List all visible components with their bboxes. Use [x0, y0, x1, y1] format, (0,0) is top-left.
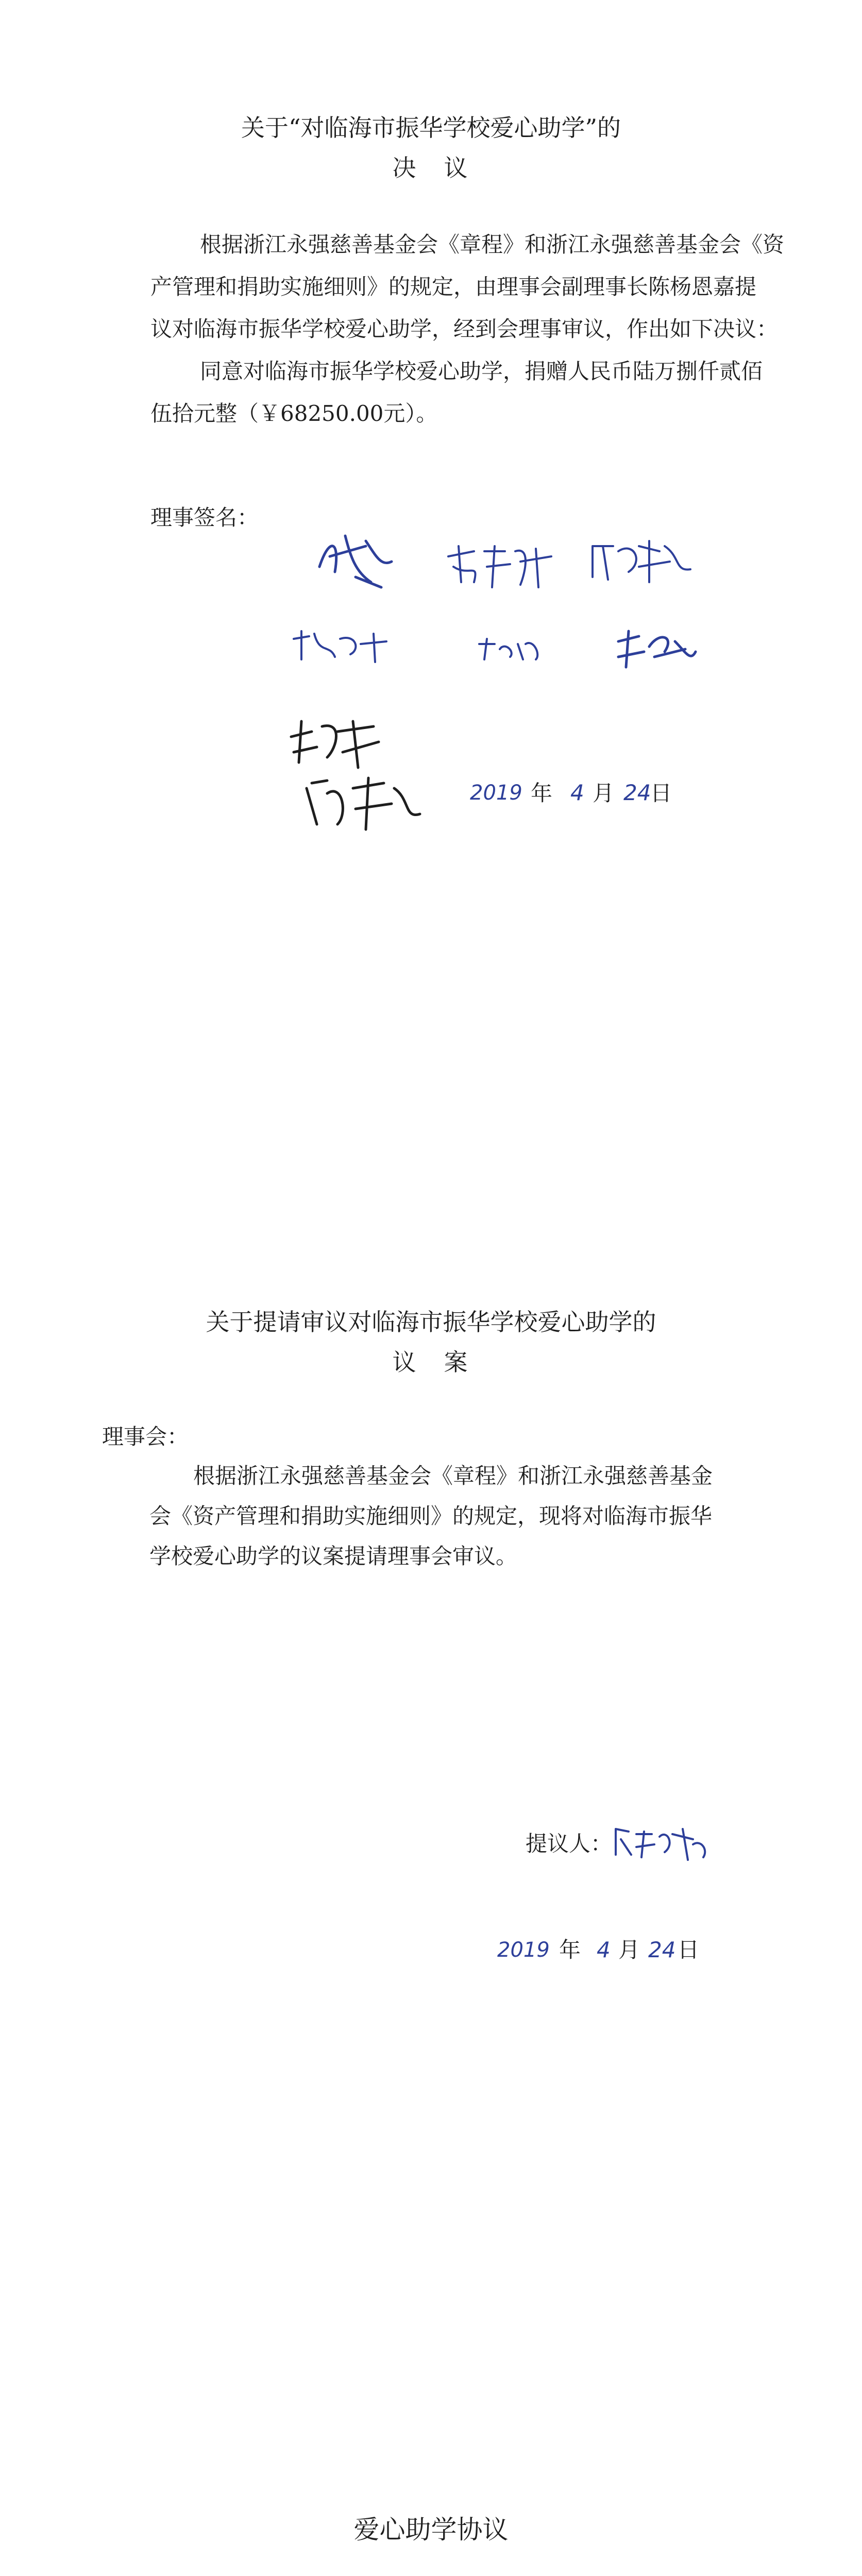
- proposal-paragraph-line: 根据浙江永强慈善基金会《章程》和浙江永强慈善基金: [193, 1463, 713, 1488]
- resolution-date-day-unit: 日: [650, 781, 672, 806]
- resolution-date-month-unit: 月: [593, 781, 615, 806]
- proposal-date-year: 2019: [497, 1938, 550, 1962]
- director-signature: [608, 621, 701, 677]
- agreement-title: 爱心助学协议: [353, 2515, 509, 2545]
- resolution-paragraph-line: 根据浙江永强慈善基金会《章程》和浙江永强慈善基金会《资: [200, 232, 785, 257]
- resolution-paragraph-line: 产管理和捐助实施细则》的规定，由理事会副理事长陈杨恩嘉提: [150, 274, 757, 299]
- director-signature: [301, 768, 425, 840]
- proposal-date-month: 4: [597, 1937, 611, 1962]
- proposal-date-year-unit: 年: [559, 1937, 581, 1962]
- resolution-date-month: 4: [570, 780, 584, 805]
- director-signature-label: 理事签名：: [150, 505, 259, 530]
- resolution-paragraph-line: 同意对临海市振华学校爱心助学，捐赠人民币陆万捌仟贰佰: [200, 359, 763, 384]
- proposal-salutation: 理事会：: [102, 1424, 189, 1449]
- director-signature: [289, 623, 392, 670]
- resolution-date-day: 24: [623, 780, 651, 805]
- resolution-paragraph-line: 议对临海市振华学校爱心助学，经到会理事审议，作出如下决议：: [150, 316, 779, 342]
- proposal-date-month-unit: 月: [618, 1937, 640, 1962]
- proposal-title-line1: 关于提请审议对临海市振华学校爱心助学的: [206, 1308, 656, 1336]
- resolution-paragraph-line: 伍拾元整（￥68250.00元）。: [150, 401, 438, 426]
- proposal-title-line2: 议 案: [392, 1348, 470, 1376]
- director-signature: [286, 711, 384, 773]
- director-signature: [587, 531, 696, 587]
- resolution-date-year: 2019: [470, 781, 522, 805]
- proposer-signature: [611, 1819, 714, 1865]
- resolution-title-line1: 关于“对临海市振华学校爱心助学”的: [241, 114, 621, 142]
- resolution-date-year-unit: 年: [531, 781, 553, 806]
- proposal-date-day-unit: 日: [678, 1937, 700, 1962]
- proposal-date-day: 24: [648, 1937, 676, 1962]
- resolution-title-line2: 决 议: [392, 154, 470, 182]
- proposer-label: 提议人：: [526, 1831, 613, 1856]
- director-signature: [474, 629, 546, 670]
- director-signature: [309, 526, 397, 603]
- director-signature: [443, 536, 556, 592]
- proposal-paragraph-line: 学校爱心助学的议案提请理事会审议。: [149, 1544, 518, 1569]
- proposal-paragraph-line: 会《资产管理和捐助实施细则》的规定，现将对临海市振华: [149, 1503, 713, 1529]
